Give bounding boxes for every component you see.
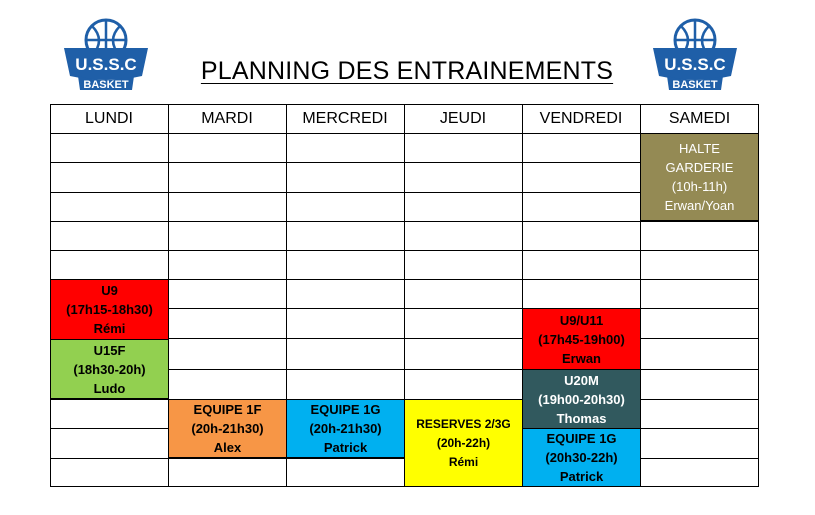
session-coach: Erwan [561,350,601,366]
session-coach: Erwan/Yoan [664,198,735,213]
session-halte-garderie-samedi [640,133,759,221]
basketball-logo-icon [651,18,739,92]
day-header-vendredi: VENDREDI [539,110,623,127]
svg-text:BASKET: BASKET [672,79,718,91]
day-header-lundi: LUNDI [84,110,133,127]
svg-text:BASKET: BASKET [83,79,129,91]
session-coach: Patrick [559,469,604,484]
session-time: (20h-21h30) [309,421,382,436]
session-time: (20h30-22h) [545,450,618,465]
day-header-jeudi: JEUDI [439,110,487,127]
session-team: U9/U11 [559,312,604,328]
session-reserves-jeudi [404,399,523,487]
club-logo-right [651,18,739,92]
schedule-table [50,104,759,487]
basketball-logo-icon [62,18,150,92]
day-header-mardi: MARDI [201,110,253,127]
session-team: EQUIPE 1G [310,402,381,417]
session-coach: Ludo [93,380,126,396]
session-team-line1: HALTE [679,141,720,156]
session-team: RESERVES 2/3G [416,416,511,431]
session-u9u11-vendredi [522,308,641,370]
day-header-mercredi: MERCREDI [302,110,388,127]
session-coach: Patrick [323,440,368,455]
session-coach: Rémi [448,454,479,469]
session-time: (17h45-19h00) [538,331,625,347]
svg-text:U.S.S.C: U.S.S.C [75,55,137,74]
session-team: U15F [93,342,126,358]
session-u9-lundi [50,279,169,340]
grid-row-line [50,250,759,251]
day-header-samedi: SAMEDI [668,110,731,127]
session-u15f-lundi [50,339,169,399]
session-time: (10h-11h) [671,179,728,194]
session-equipe1g-vendredi [522,428,641,487]
session-team: U20M [564,372,599,388]
session-coach: Rémi [93,321,126,336]
club-logo-left [62,18,150,92]
session-time: (17h15-18h30) [66,302,153,317]
session-time: (20h-21h30) [191,421,264,436]
session-time: (20h-22h) [436,435,491,450]
session-time: (18h30-20h) [73,361,146,377]
session-team-line2: GARDERIE [665,160,734,175]
session-equipe1f-mardi [168,399,287,458]
svg-text:U.S.S.C: U.S.S.C [664,55,726,74]
session-coach: Alex [213,440,242,455]
session-coach: Thomas [556,410,607,426]
session-u20m-vendredi [522,369,641,429]
session-team: EQUIPE 1G [546,431,617,446]
session-equipe1g-mercredi [286,399,405,458]
grid-row-line [50,221,759,222]
session-team: EQUIPE 1F [193,402,262,417]
page-title: PLANNING DES ENTRAINEMENTS [200,57,614,85]
session-time: (19h00-20h30) [538,391,625,407]
session-team: U9 [101,283,118,298]
